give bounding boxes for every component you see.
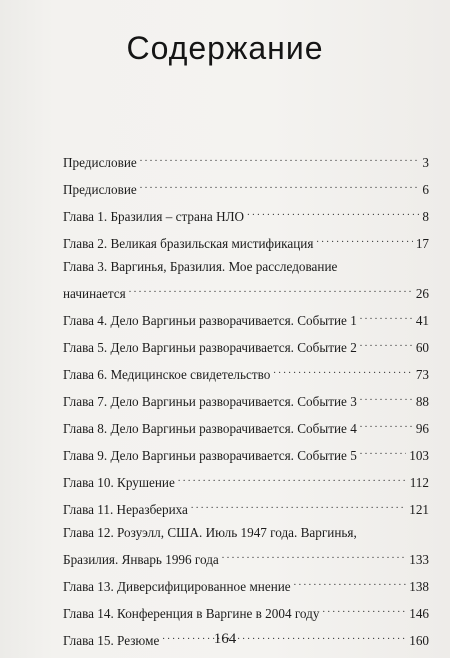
toc-leader — [360, 390, 413, 406]
toc-entry-page: 8 — [422, 209, 429, 224]
toc-leader — [322, 602, 406, 618]
toc-leader — [360, 417, 413, 433]
toc-entry-page: 3 — [422, 155, 429, 170]
page-number: 164 — [213, 631, 237, 647]
toc-leader — [140, 151, 420, 167]
toc-entry-label: Глава 15. Резюме — [63, 633, 160, 648]
toc-entry-label: Глава 1. Бразилия – страна НЛО — [63, 209, 245, 224]
toc-entry-label: Глава 8. Дело Варгиньи разворачивается. Событие 4 — [63, 421, 357, 436]
toc-entry-page: 146 — [409, 606, 429, 621]
toc-entry-label: Предисловие — [63, 155, 137, 170]
toc-leader — [129, 282, 413, 298]
toc-entry — [63, 525, 429, 568]
toc-entry — [63, 363, 429, 383]
toc-entry-page: 160 — [409, 633, 429, 648]
toc-entry — [63, 259, 429, 302]
toc-entry-page: 96 — [415, 421, 429, 436]
toc-entry-label: Глава 14. Конференция в Варгине в 2004 году — [63, 606, 320, 621]
toc-entry — [63, 232, 429, 252]
toc-entry-label-first-line: Глава 12. Розуэлл, США. Июль 1947 года. Варгинья, — [63, 525, 357, 540]
toc-entry-page: 6 — [422, 182, 429, 197]
toc-entry — [63, 444, 429, 464]
toc-entry-label: Предисловие — [63, 182, 137, 197]
toc-entry — [63, 575, 429, 595]
toc-entry-label: Глава 6. Медицинское свидетельство — [63, 367, 271, 382]
toc-leader — [294, 575, 407, 591]
toc-entry — [63, 205, 429, 225]
toc-leader — [247, 205, 419, 221]
toc-entry-page: 138 — [409, 579, 429, 594]
toc-leader — [222, 548, 406, 564]
toc-entry-label: Глава 10. Крушение — [63, 475, 175, 490]
toc-leader — [316, 232, 412, 248]
toc-entry-label: Глава 5. Дело Варгиньи разворачивается. Событие 2 — [63, 340, 357, 355]
toc-entry — [63, 498, 429, 518]
toc-entry-label: Глава 9. Дело Варгиньи разворачивается. Событие 5 — [63, 448, 357, 463]
toc-entry-page: 17 — [415, 236, 429, 251]
toc-entry-label-first-line: Глава 3. Варгинья, Бразилия. Мое расследование — [63, 259, 338, 274]
toc-entry — [63, 178, 429, 198]
toc-entry — [63, 336, 429, 356]
toc-leader — [360, 336, 413, 352]
toc-entry-page: 112 — [409, 475, 429, 490]
toc-leader — [191, 498, 406, 514]
toc-entry-label: начинается — [63, 286, 126, 301]
toc-entry-label: Глава 13. Диверсифицированное мнение — [63, 579, 291, 594]
toc-entry — [63, 602, 429, 622]
toc-entry — [63, 151, 429, 171]
toc-entry-label: Глава 4. Дело Варгиньи разворачивается. Событие 1 — [63, 313, 357, 328]
toc-entry — [63, 471, 429, 491]
toc-leader — [360, 309, 413, 325]
toc-entry-page: 133 — [409, 552, 429, 567]
toc-entry — [63, 390, 429, 410]
toc-entry-page: 60 — [415, 340, 429, 355]
toc-leader — [360, 444, 406, 460]
toc-leader — [178, 471, 407, 487]
toc-entry-page: 121 — [409, 502, 429, 517]
toc-entry-label: Глава 11. Неразбериха — [63, 502, 188, 517]
toc-entry — [63, 309, 429, 329]
toc-entry-page: 41 — [415, 313, 429, 328]
toc-entry — [63, 417, 429, 437]
toc-entry-page: 73 — [415, 367, 429, 382]
toc-entry-label: Бразилия. Январь 1996 года — [63, 552, 219, 567]
toc-leader — [273, 363, 412, 379]
toc-entry-page: 26 — [415, 286, 429, 301]
toc-entry-label: Глава 7. Дело Варгиньи разворачивается. Событие 3 — [63, 394, 357, 409]
table-of-contents — [63, 151, 429, 656]
toc-leader — [140, 178, 420, 194]
toc-entry-label: Глава 2. Великая бразильская мистификация — [63, 236, 314, 251]
toc-entry-page: 103 — [409, 448, 429, 463]
toc-entry-page: 88 — [415, 394, 429, 409]
page-title: Содержание — [126, 30, 324, 66]
